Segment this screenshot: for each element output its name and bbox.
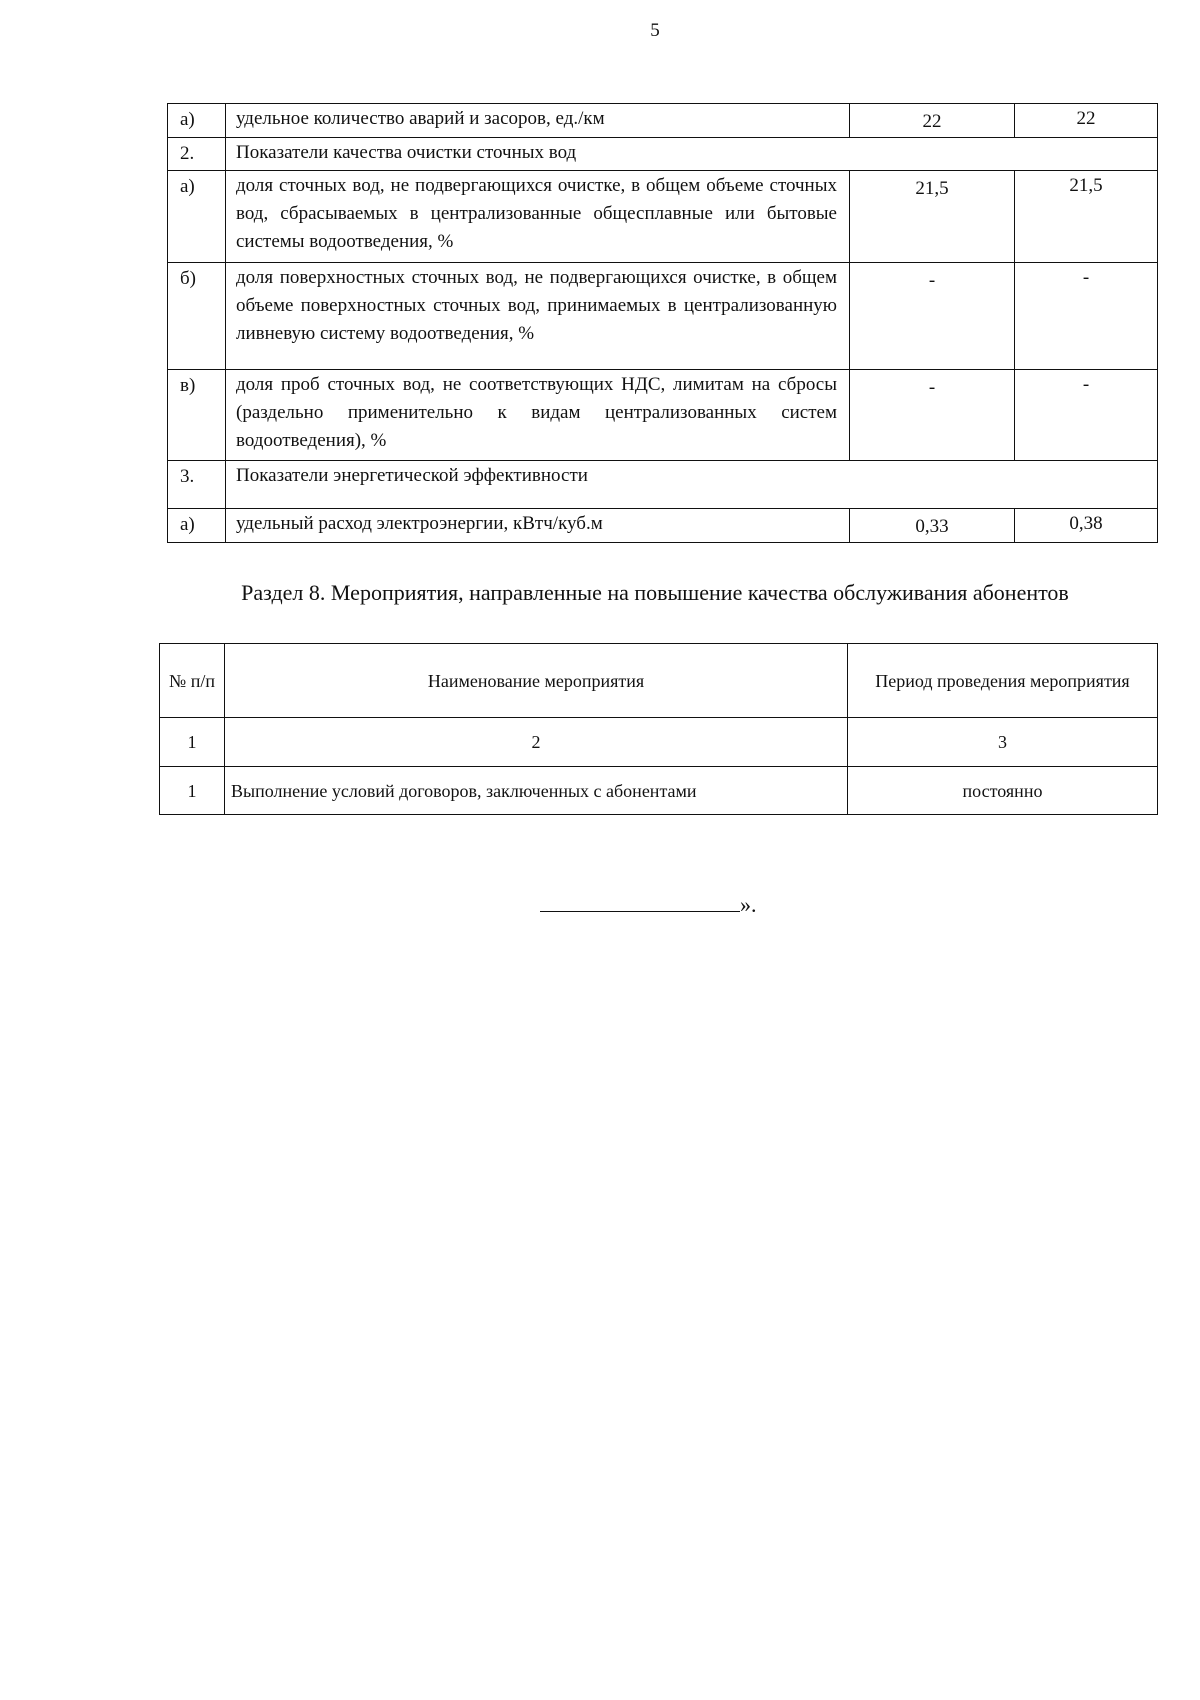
table-row (168, 509, 1158, 543)
measure-name: Выполнение условий договоров, заключенных с абонентами (225, 767, 848, 815)
header-measure-name: Наименование мероприятия (225, 644, 848, 718)
row-number: б) (168, 263, 226, 370)
row-number: а) (168, 509, 226, 543)
indicator-name: удельное количество аварий и засоров, ед./км (226, 104, 850, 138)
section-heading: Раздел 8. Мероприятия, направленные на повышение качества обслуживания абонентов (241, 580, 1069, 605)
row-number: а) (168, 104, 226, 138)
table-row (160, 767, 1158, 815)
indicator-value-1: 0,33 (850, 509, 1015, 543)
table-row (168, 171, 1158, 263)
table-row (168, 370, 1158, 461)
measure-period: постоянно (848, 767, 1158, 815)
indicator-name: удельный расход электроэнергии, кВтч/куб.м (226, 509, 850, 543)
header-period: Период проведения мероприятия (848, 644, 1158, 718)
indicator-value-1: 22 (850, 104, 1015, 138)
indicator-value-2: - (1015, 263, 1158, 370)
header-number: № п/п (160, 644, 225, 718)
blank-line (540, 893, 740, 912)
indicator-value-2: 21,5 (1015, 171, 1158, 263)
indicator-name: доля сточных вод, не подвергающихся очистке, в общем объеме сточных вод, сбрасываемых в централизованные общесплавные или бытовые системы водоотведения, % (226, 171, 850, 263)
measures-table (159, 643, 1158, 815)
row-number: в) (168, 370, 226, 461)
page-number: 5 (650, 20, 660, 41)
group-heading: Показатели качества очистки сточных вод (226, 138, 1158, 171)
indicator-name: доля проб сточных вод, не соответствующих НДС, лимитам на сбросы (раздельно применительно к видам централизованных систем водоотведения), % (226, 370, 850, 461)
table-header-row (160, 644, 1158, 718)
row-number: а) (168, 171, 226, 263)
indicators-table (167, 103, 1158, 543)
group-heading: Показатели энергетической эффективности (226, 461, 1158, 509)
indicator-value-2: 0,38 (1015, 509, 1158, 543)
index-cell: 2 (225, 718, 848, 767)
table-row (168, 263, 1158, 370)
indicator-value-1: 21,5 (850, 171, 1015, 263)
row-number: 1 (160, 767, 225, 815)
indicator-value-1: - (850, 263, 1015, 370)
index-cell: 1 (160, 718, 225, 767)
indicator-value-2: - (1015, 370, 1158, 461)
row-number: 3. (168, 461, 226, 509)
closing-mark (540, 892, 757, 918)
index-cell: 3 (848, 718, 1158, 767)
table-row (168, 461, 1158, 509)
indicator-value-2: 22 (1015, 104, 1158, 138)
table-index-row (160, 718, 1158, 767)
indicator-name: доля поверхностных сточных вод, не подвергающихся очистке, в общем объеме поверхностных сточных вод, принимаемых в централизованную ливневую систему водоотведения, % (226, 263, 850, 370)
table-row (168, 104, 1158, 138)
row-number: 2. (168, 138, 226, 171)
indicator-value-1: - (850, 370, 1015, 461)
table-row (168, 138, 1158, 171)
closing-quote: ». (740, 892, 757, 917)
